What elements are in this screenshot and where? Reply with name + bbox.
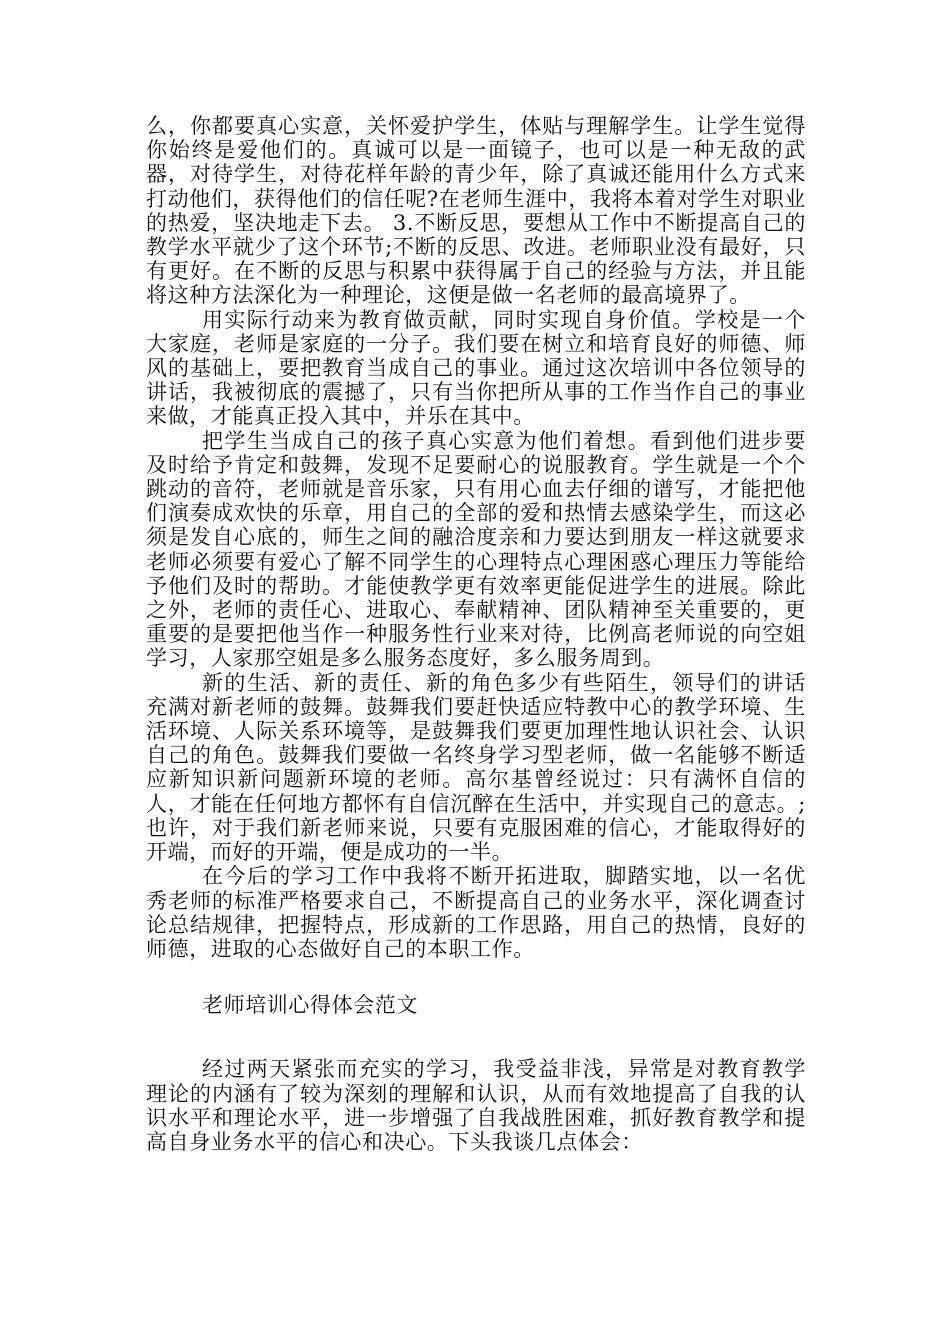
section-heading: 老师培训心得体会范文 <box>202 993 418 1018</box>
document-page <box>146 114 806 1154</box>
paragraph-care-students: 把学生当成自己的孩子真心实意为他们着想。看到他们进步要及时给予肯定和鼓舞，发现不足要耐心的说服教育。学生就是一个个跳动的音符，老师就是音乐家，只有用心血去仔细的谱写，才能把他们演奏成欢快的乐章，用自己的全部的爱和热情去感染学生，而这必须是发自心底的，师生之间的融洽度亲和力要达到朋友一样这就要求老师必须要有爱心了解不同学生的心理特点心理困惑心理压力等能给予他们及时的帮助。才能使教学更有效率更能促进学生的进展。除此之外，老师的责任心、进取心、奉献精神、团队精神至关重要的，更重要的是要把他当作一种服务性行业来对待，比例高老师说的向空姐学习，人家那空姐是多么服务态度好，多么服务周到。 <box>146 428 806 671</box>
paragraph-new-life: 新的生活、新的责任、新的角色多少有些陌生，领导们的讲话充满对新老师的鼓舞。鼓舞我们要赶快适应特教中心的教学环境、生活环境、人际关系环境等，是鼓舞我们要更加理性地认识社会、认识自己的角色。鼓舞我们要做一名终身学习型老师，做一名能够不断适应新知识新问题新环境的老师。高尔基曾经说过：只有满怀自信的人，才能在任何地方都怀有自信沉醉在生活中，并实现自己的意志。;也许，对于我们新老师来说，只要有克服困难的信心，才能取得好的开端，而好的开端，便是成功的一半。 <box>146 670 806 865</box>
paragraph-training-summary: 经过两天紧张而充实的学习，我受益非浅，异常是对教育教学理论的内涵有了较为深刻的理解和认识，从而有效地提高了自我的认识水平和理论水平，进一步增强了自我战胜困难，抓好教育教学和提高自身业务水平的信心和决心。下头我谈几点体会： <box>146 1057 806 1154</box>
paragraph-practical-action: 用实际行动来为教育做贡献，同时实现自身价值。学校是一个大家庭，老师是家庭的一分子。我们要在树立和培育良好的师德、师风的基础上，要把教育当成自己的事业。通过这次培训中各位领导的讲话，我被彻底的震撼了，只有当你把所从事的工作当作自己的事业来做，才能真正投入其中，并乐在其中。 <box>146 307 806 429</box>
paragraph-continuation: 么，你都要真心实意，关怀爱护学生，体贴与理解学生。让学生觉得你始终是爱他们的。真诚可以是一面镜子，也可以是一种无敌的武器，对待学生，对待花样年龄的青少年，除了真诚还能用什么方式来打动他们，获得他们的信任呢?在老师生涯中，我将本着对学生对职业的热爱，坚决地走下去。 3.不断反思，要想从工作中不断提高自己的教学水平就少了这个环节;不断的反思、改进。老师职业没有最好，只有更好。在不断的反思与积累中获得属于自己的经验与方法，并且能将这种方法深化为一种理论，这便是做一名老师的最高境界了。 <box>146 114 806 308</box>
paragraph-future-work: 在今后的学习工作中我将不断开拓进取，脚踏实地，以一名优秀老师的标准严格要求自己，不断提高自己的业务水平，深化调查讨论总结规律，把握特点，形成新的工作思路，用自己的热情，良好的师德，进取的心态做好自己的本职工作。 <box>146 864 806 961</box>
